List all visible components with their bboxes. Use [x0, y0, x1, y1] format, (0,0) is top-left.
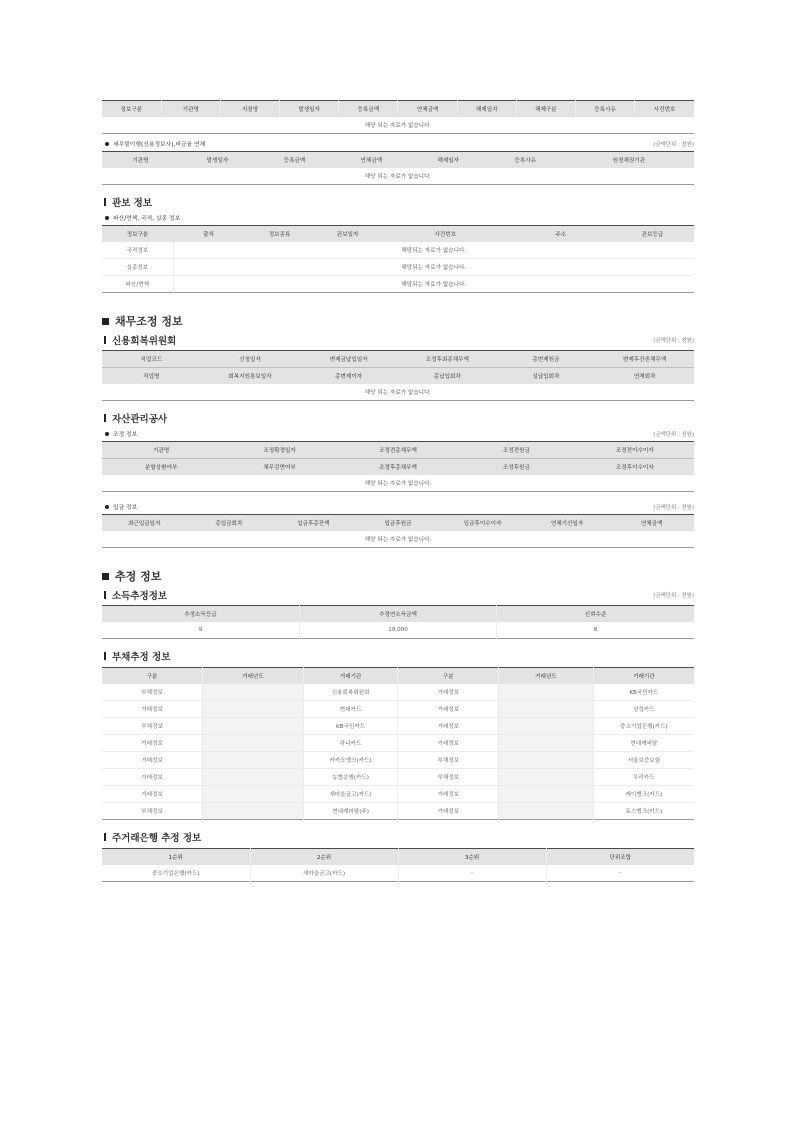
blurred-cell: [203, 786, 304, 803]
blurred-cell: [499, 701, 594, 718]
table-row: [102, 276, 694, 293]
col-header: 직업코드: [102, 351, 201, 368]
heading-bar-icon: [104, 833, 106, 841]
col-header: 신뢰수준: [497, 606, 694, 623]
cell: 부채정보: [398, 769, 499, 786]
debt-default-header: [102, 139, 694, 148]
col-header: 주소: [510, 226, 611, 243]
blurred-cell: [499, 735, 594, 752]
income-estimate-header: [102, 588, 694, 602]
col-header: 연체회차: [595, 368, 694, 385]
heading-bar-icon: [104, 591, 106, 599]
cell: 거래정보: [398, 718, 499, 735]
main-bank-table: [102, 848, 694, 882]
empty-message: 해당되는 자료가 없습니다.: [173, 276, 694, 293]
cell: 서울보증보험: [593, 752, 694, 769]
col-header: 3순위: [398, 849, 546, 866]
blurred-cell: [203, 735, 304, 752]
col-header: 발생일자: [179, 152, 256, 169]
section-heading: 부채추정 정보: [102, 649, 694, 663]
empty-message: 해당 되는 자료가 없습니다.: [364, 390, 432, 396]
section-subtitle: 파산/면책, 국적, 실종 정보: [113, 216, 181, 222]
col-header: 조정전원금: [457, 442, 575, 459]
col-header: 연체금액: [398, 101, 457, 118]
bullet-icon: [105, 432, 109, 436]
blurred-cell: [203, 803, 304, 820]
cell: 거래정보: [398, 684, 499, 701]
row-label: 국적정보: [102, 242, 173, 259]
col-header: 해제구분: [516, 101, 575, 118]
blurred-cell: [203, 718, 304, 735]
cell: 부채정보: [102, 803, 203, 820]
table-row: [102, 786, 694, 803]
col-header: 추정소득등급: [102, 606, 299, 623]
empty-message: 해당 되는 자료가 없습니다.: [364, 123, 432, 129]
blurred-cell: [203, 684, 304, 701]
col-header: 입금후원금: [356, 515, 441, 532]
col-header: 정보구분: [102, 101, 161, 118]
cell: 부채정보: [141, 690, 163, 696]
cell: KB국민카드: [303, 718, 398, 735]
unit-label: (금액단위 : 천원): [653, 504, 694, 511]
col-header: 2순위: [250, 849, 398, 866]
heading-bar-icon: [104, 336, 106, 344]
cell: 현대카드: [303, 701, 398, 718]
col-header: 조정전총채무액: [339, 442, 457, 459]
col-header: 구분: [102, 668, 203, 685]
col-header: 조정확정일자: [220, 442, 338, 459]
cell: 거래정보: [398, 735, 499, 752]
col-header: 단위조합: [546, 849, 694, 866]
col-header: 등록금액: [256, 152, 333, 169]
cell: 하나카드: [303, 735, 398, 752]
col-header: 지점명: [220, 101, 279, 118]
table-row: [102, 259, 694, 276]
section-subtitle: 입금 정보: [113, 505, 138, 511]
rank-2-bank: 새마을금고(카드): [250, 865, 398, 882]
payment-info-table: [102, 514, 694, 548]
blurred-cell: [499, 786, 594, 803]
col-header: 구분: [398, 668, 499, 685]
section-subtitle: 조정 정보: [113, 432, 138, 438]
col-header: 해제일자: [457, 101, 516, 118]
bullet-icon: [105, 505, 109, 509]
table-row: [102, 701, 694, 718]
cell: 삼성카드: [593, 701, 694, 718]
cell: 카카오뱅크(카드): [303, 752, 398, 769]
col-header: 최근입금일자: [102, 515, 187, 532]
col-header: 조정후총채무액: [339, 459, 457, 476]
col-header: 거래년도: [203, 668, 304, 685]
col-header: 정보구분: [102, 226, 173, 243]
table-row: [102, 735, 694, 752]
registration-table: [102, 100, 694, 134]
rank-3-bank: -: [398, 865, 546, 882]
col-header: 직업명: [102, 368, 201, 385]
col-header: 거래기관: [303, 668, 398, 685]
square-bullet-icon: [102, 318, 109, 325]
confidence-level-value: 8: [497, 622, 694, 639]
table-row: [102, 242, 694, 259]
col-header: 사건번호: [635, 101, 694, 118]
section-subtitle: 세무불이행(신용정보사),비금융 연체: [113, 142, 206, 148]
payment-info-header: [102, 502, 694, 511]
blurred-cell: [499, 718, 594, 735]
col-header: 총입금회차: [187, 515, 272, 532]
cell: 토스뱅크(카드): [593, 803, 694, 820]
heading-bar-icon: [104, 414, 106, 422]
col-header: 기관명: [161, 101, 220, 118]
table-row: [102, 865, 694, 882]
public-records-subheader: [102, 213, 694, 222]
cell: 현대캐피탈: [593, 735, 694, 752]
col-header: 연체금액: [609, 515, 694, 532]
cell: 농협은행(카드): [303, 769, 398, 786]
cell: 부채정보: [398, 752, 499, 769]
col-header: 신청일자: [201, 351, 300, 368]
rank-1-bank: 중소기업은행(카드): [151, 871, 200, 877]
col-header: 기관명: [102, 442, 220, 459]
adjustment-info-table: [102, 441, 694, 492]
cell: 케이뱅크(카드): [593, 786, 694, 803]
cell: 거래정보: [398, 701, 499, 718]
income-grade-value: 9: [198, 627, 203, 633]
col-header: 총변제이자: [299, 368, 398, 385]
col-header: 출처: [173, 226, 244, 243]
cell: 거래정보: [398, 786, 499, 803]
blurred-cell: [499, 803, 594, 820]
cell: 거래정보: [102, 786, 203, 803]
col-header: 회복지원통보일자: [201, 368, 300, 385]
col-header: 입금후총잔액: [271, 515, 356, 532]
credit-report-page: [102, 100, 694, 882]
col-header: 정보종류: [244, 226, 315, 243]
section-heading: 소득추정정보: [112, 591, 168, 602]
bullet-icon: [105, 216, 109, 220]
col-header: 거래년도: [499, 668, 594, 685]
cell: 중소기업은행(카드): [593, 718, 694, 735]
major-section-heading: 채무조정 정보: [102, 313, 694, 329]
cell: 거래정보: [102, 701, 203, 718]
col-header: 관보일자: [315, 226, 380, 243]
col-header: 조정후최종채무액: [398, 351, 497, 368]
col-header: 변제금납입일자: [299, 351, 398, 368]
income-estimate-table: [102, 605, 694, 639]
blurred-cell: [203, 752, 304, 769]
col-header: 실납입회차: [497, 368, 596, 385]
cell: 부채정보: [102, 718, 203, 735]
table-row: [102, 769, 694, 786]
major-section-heading: 추정 정보: [102, 568, 694, 584]
cell: 거래정보: [398, 803, 499, 820]
empty-message: 해당 되는 자료가 없습니다.: [364, 481, 432, 487]
col-header: 등록사유: [487, 152, 564, 169]
heading-bar-icon: [104, 198, 106, 206]
empty-message: 해당되는 자료가 없습니다.: [173, 259, 694, 276]
col-header: 총납입회차: [398, 368, 497, 385]
credit-recovery-header: [102, 333, 694, 347]
col-header: 관보등급: [611, 226, 694, 243]
square-bullet-icon: [102, 573, 109, 580]
cell: 거래정보: [102, 769, 203, 786]
table-row: [102, 718, 694, 735]
cell: 우리카드: [593, 769, 694, 786]
unit-union-value: -: [546, 865, 694, 882]
col-header: 분할상환여부: [102, 459, 220, 476]
table-row: [102, 684, 694, 701]
col-header: 사건번호: [380, 226, 510, 243]
unit-label: (금액단위 : 천원): [653, 338, 694, 344]
debt-default-table: [102, 151, 694, 185]
col-header: 채무감면여부: [220, 459, 338, 476]
blurred-cell: [499, 752, 594, 769]
blurred-cell: [499, 769, 594, 786]
col-header: 총변제원금: [497, 351, 596, 368]
col-header: 기관명: [102, 152, 179, 169]
table-row: [102, 803, 694, 820]
row-label: 파산/면책: [102, 276, 173, 293]
col-header: 변제후잔존채무액: [595, 351, 694, 368]
credit-recovery-table: [102, 350, 694, 401]
blurred-cell: [499, 684, 594, 701]
col-header: 해제일자: [410, 152, 487, 169]
empty-message: 해당 되는 자료가 없습니다.: [364, 537, 432, 543]
blurred-cell: [203, 701, 304, 718]
col-header: 연체기산일자: [525, 515, 610, 532]
col-header: 조정전이수이자: [576, 442, 694, 459]
empty-message: 해당 되는 자료가 없습니다.: [364, 174, 432, 180]
unit-label: (금액단위 : 천원): [653, 593, 694, 599]
col-header: 연체금액: [333, 152, 410, 169]
unit-label: (금액단위 : 천원): [653, 141, 694, 148]
col-header: 1순위: [102, 849, 250, 866]
col-header: 조정후원금: [457, 459, 575, 476]
section-heading: 신용회복위원회: [112, 336, 177, 347]
col-header: 입금후이수이자: [440, 515, 525, 532]
section-heading: 주거래은행 추정 정보: [102, 830, 694, 844]
col-header: 등록금액: [339, 101, 398, 118]
cell: 새마을금고(카드): [303, 786, 398, 803]
public-records-table: [102, 225, 694, 293]
section-heading: 자산관리공사: [102, 411, 694, 425]
bullet-icon: [105, 142, 109, 146]
col-header: 원천채권기관: [564, 152, 694, 169]
col-header: 거래기관: [593, 668, 694, 685]
row-label: 실종정보: [102, 259, 173, 276]
cell: 거래정보: [102, 735, 203, 752]
table-row: [102, 622, 694, 639]
col-header: 추정연소득금액: [299, 606, 496, 623]
unit-label: (금액단위 : 천원): [653, 431, 694, 438]
heading-bar-icon: [104, 652, 106, 660]
cell: 현대캐피탈(주): [303, 803, 398, 820]
col-header: 발생일자: [280, 101, 339, 118]
empty-message: 해당되는 자료가 없습니다.: [401, 248, 467, 254]
cell: 신용회복위원회: [303, 684, 398, 701]
adjustment-info-header: [102, 429, 694, 438]
annual-income-value: 19,000: [299, 622, 496, 639]
col-header: 조정후이수이자: [576, 459, 694, 476]
table-row: [102, 752, 694, 769]
section-heading: 관보 정보: [102, 195, 694, 209]
col-header: 등록사유: [576, 101, 635, 118]
debt-estimate-table: [102, 667, 694, 820]
cell: 거래정보: [102, 752, 203, 769]
cell: KB국민카드: [593, 684, 694, 701]
blurred-cell: [203, 769, 304, 786]
